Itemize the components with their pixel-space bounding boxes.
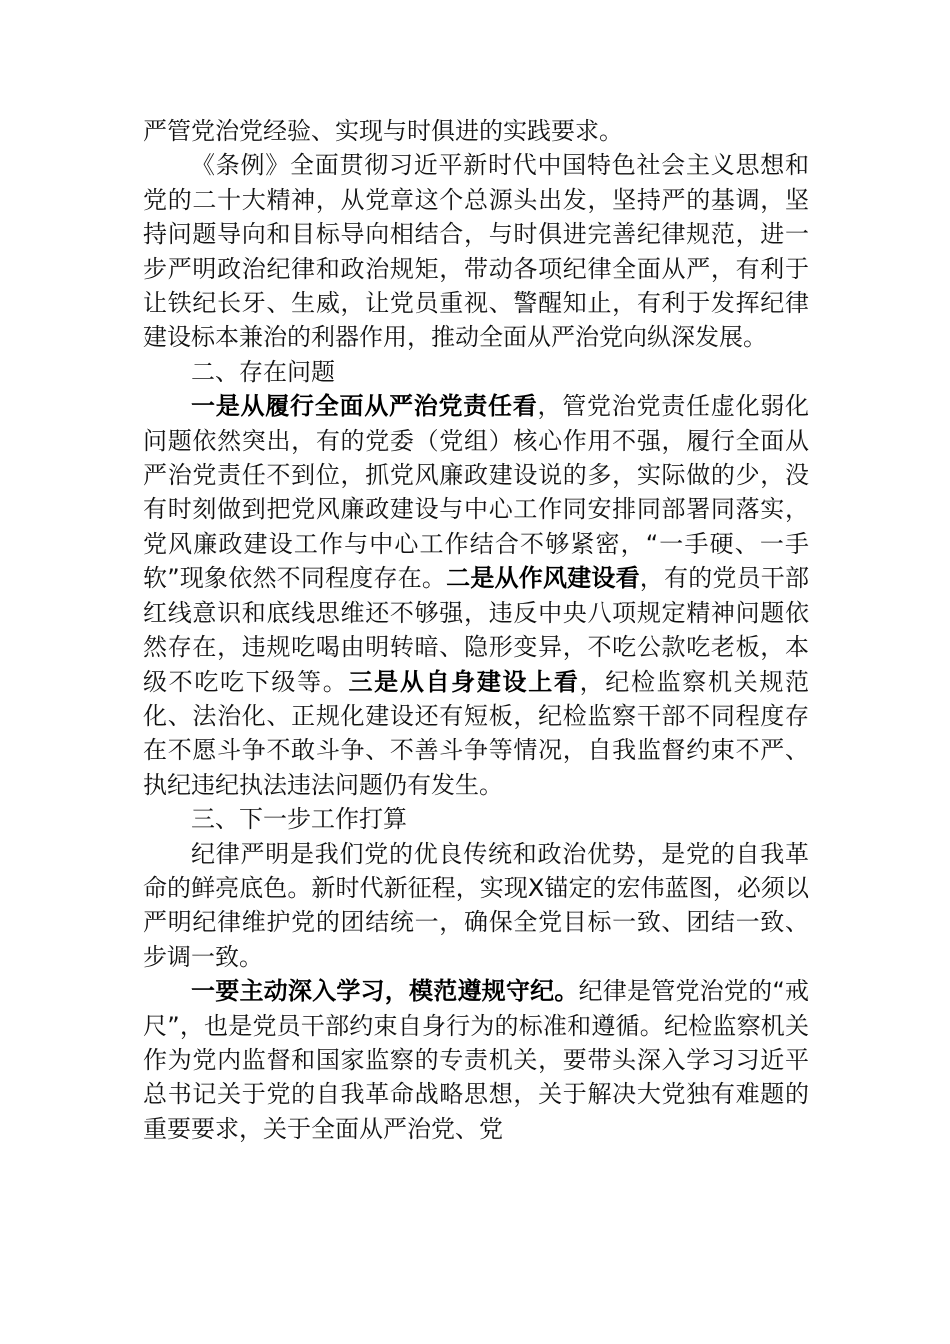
paragraph-text: 《条例》全面贯彻习近平新时代中国特色社会主义思想和党的二十大精神，从党章这个总源头出发，坚持严的基调，坚持问题导向和目标导向相结合，与时俱进完善纪律规范，进一步严明政治纪律和政治规矩，带动各项纪律全面从严，有利于让铁纪长牙、生威，让党员重视、警醒知止，有利于发挥纪律建设标本兼治的利器作用，推动全面从严治党向纵深发展。	[143, 151, 809, 352]
paragraph-text-2: ，有的党员干部红线意识和底线思维还不够强，违反中央八项规定精神问题依然存在，违规吃喝由明转暗、隐形变异，不吃公款吃老板，本级不吃吃下级等。	[143, 564, 810, 696]
bold-lead-3: 三是从自身建设上看	[348, 667, 580, 696]
paragraph-continuation	[143, 114, 809, 148]
document-page	[143, 114, 809, 1146]
section-heading-next-steps: 三、下一步工作打算	[191, 805, 407, 834]
paragraph-text-3: ，纪检监察机关规范化、法治化、正规化建设还有短板，纪检监察干部不同程度存在不愿斗争不敢斗争、不善斗争等情况，自我监督约束不严、执纪违纪执法违法问题仍有发生。	[143, 667, 810, 799]
paragraph-regulations	[143, 148, 809, 354]
paragraph-text: 纪律严明是我们党的优良传统和政治优势，是党的自我革命的鲜亮底色。新时代新征程，实现X锚定的宏伟蓝图，必须以严明纪律维护党的团结统一，确保全党目标一致、团结一致、步调一致。	[143, 839, 809, 971]
bold-lead-2: 二是从作风建设看	[446, 564, 640, 593]
paragraph-text: 纪律是管党治党的“戒尺”，也是党员干部约束自身行为的标准和遵循。纪检监察机关作为党内监督和国家监察的专责机关，要带头深入学习习近平总书记关于党的自我革命战略思想，关于解决大党独有难题的重要要求，关于全面从严治党、党	[143, 977, 809, 1143]
paragraph-text: 严管党治党经验、实现与时俱进的实践要求。	[143, 117, 623, 145]
paragraph-problems	[143, 389, 809, 802]
bold-lead-study: 一要主动深入学习，模范遵规守纪。	[191, 977, 579, 1006]
paragraph-discipline	[143, 837, 809, 975]
section-heading-problems: 二、存在问题	[191, 357, 335, 386]
bold-lead-1: 一是从履行全面从严治党责任看	[191, 392, 538, 421]
paragraph-study	[143, 974, 809, 1146]
paragraph-text-1: ，管党治党责任虚化弱化问题依然突出，有的党委（党组）核心作用不强，履行全面从严治党责任不到位，抓党风廉政建设说的多，实际做的少，没有时刻做到把党风廉政建设与中心工作同安排同部署同落实，党风廉政建设工作与中心工作结合不够紧密，“一手硬、一手软”现象依然不同程度存在。	[143, 392, 809, 593]
